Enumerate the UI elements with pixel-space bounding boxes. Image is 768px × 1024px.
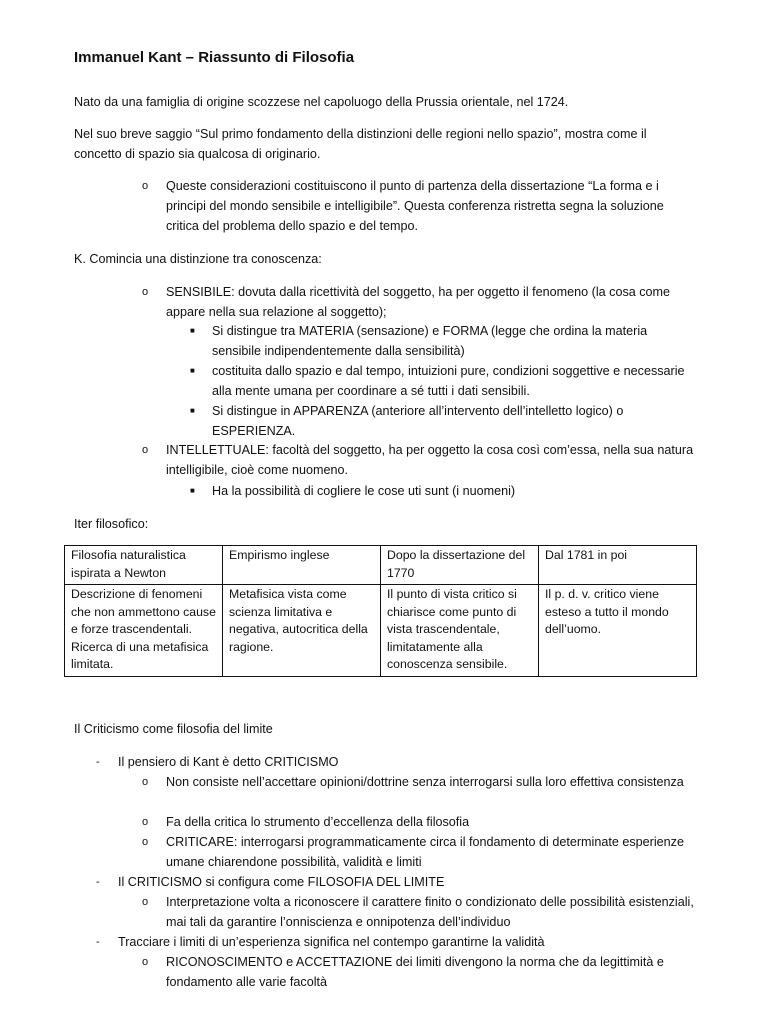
sub-bullet-text: Non consiste nell’accettare opinioni/dottrine senza interrogarsi sulla loro effettiva consistenza: [166, 775, 684, 789]
sub-bullet-nuomeni: [190, 481, 696, 501]
dash-bullet-icon: -: [96, 756, 100, 768]
sub-bullet-text: Si distingue in APPARENZA (anteriore all’intervento dell’intelletto logico) o ESPERIENZA.: [212, 404, 624, 438]
sub-bullet-riconoscimento: [142, 952, 696, 992]
sub-bullet-spazio-tempo: [190, 361, 696, 401]
dash-item-text: Il pensiero di Kant è detto CRITICISMO: [118, 755, 339, 769]
sub-bullet-text: Interpretazione volta a riconoscere il carattere finito o condizionato delle possibilità esistenziali, mai tali da garantire l’onniscienza e onnipotenza dell’individuo: [166, 895, 694, 929]
bullet-text: SENSIBILE: dovuta dalla ricettività del soggetto, ha per oggetto il fenomeno (la cosa come appare nella sua relazione al soggetto);: [166, 285, 671, 319]
square-bullet-icon: ■: [190, 486, 195, 495]
dash-item-tracciare-limiti: [96, 932, 696, 952]
sub-bullet-materia-forma: [190, 321, 696, 361]
dash-item-criticismo: [96, 752, 696, 772]
table-cell: Metafisica vista come scienza limitativa e negativa, autocritica della ragione.: [223, 585, 381, 677]
table-cell: Il p. d. v. critico viene esteso a tutto il mondo dell’uomo.: [539, 585, 697, 677]
dash-item-text: Tracciare i limiti di un’esperienza significa nel contempo garantirne la validità: [118, 935, 545, 949]
sub-bullet-text: Fa della critica lo strumento d’eccellenza della filosofia: [166, 815, 470, 829]
bullet-text: INTELLETTUALE: facoltà del soggetto, ha per oggetto la cosa così com’essa, nella sua natura intelligibile, cioè come nuomeno.: [166, 443, 694, 477]
circle-bullet-icon: o: [142, 776, 149, 788]
square-bullet-icon: ■: [190, 366, 195, 375]
square-bullet-icon: ■: [190, 406, 195, 415]
square-bullet-icon: ■: [190, 326, 195, 335]
circle-bullet-icon: o: [142, 816, 149, 828]
bullet-dissertazione: [142, 176, 696, 236]
sub-bullet-text: Si distingue tra MATERIA (sensazione) e FORMA (legge che ordina la materia sensibile indipendentemente dalla sensibilità): [212, 324, 648, 358]
sub-bullet-text: costituita dallo spazio e dal tempo, intuizioni pure, condizioni soggettive e necessarie alla mente umana per coordinare a sé tutti i dati sensibili.: [212, 364, 685, 398]
bullet-intellettuale: [142, 440, 696, 480]
intro-paragraph-saggio: Nel suo breve saggio “Sul primo fondamento della distinzioni delle regioni nello spazio”, mostra come il concetto di spazio sia qualcosa di originario.: [74, 127, 647, 161]
table-header-cell: Dal 1781 in poi: [539, 546, 697, 585]
dash-item-text: Il CRITICISMO si configura come FILOSOFIA DEL LIMITE: [118, 875, 445, 889]
criticismo-heading: Il Criticismo come filosofia del limite: [74, 722, 273, 736]
sub-bullet-text: RICONOSCIMENTO e ACCETTAZIONE dei limiti divengono la norma che da legittimità e fondamento alle varie facoltà: [166, 955, 664, 989]
sub-bullet-criticare: [142, 832, 696, 872]
sub-bullet-text: Ha la possibilità di cogliere le cose uti sunt (i nuomeni): [212, 484, 516, 498]
bullet-sensibile: [142, 282, 696, 322]
iter-filosofico-table: [64, 545, 697, 677]
sub-bullet-text: CRITICARE: interrogarsi programmaticamente circa il fondamento di determinate esperienze umane chiarendone possibilità, validità e limiti: [166, 835, 684, 869]
bullet-text: Queste considerazioni costituiscono il punto di partenza della dissertazione “La forma e i principi del mondo sensibile e intelligibile”. Questa conferenza ristretta segna la soluzione critica del problema dello spazio e del tempo.: [166, 179, 664, 233]
dash-bullet-icon: -: [96, 936, 100, 948]
table-cell: Il punto di vista critico si chiarisce come punto di vista trascendentale, limitatamente alla conoscenza sensibile.: [381, 585, 539, 677]
circle-bullet-icon: o: [142, 286, 149, 298]
intro-paragraph-birth: Nato da una famiglia di origine scozzese nel capoluogo della Prussia orientale, nel 1724.: [74, 95, 569, 109]
table-header-cell: Filosofia naturalistica ispirata a Newton: [65, 546, 223, 585]
table-row: [65, 585, 697, 677]
table-cell: Descrizione di fenomeni che non ammettono cause e forze trascendentali. Ricerca di una metafisica limitata.: [65, 585, 223, 677]
table-header-cell: Dopo la dissertazione del 1770: [381, 546, 539, 585]
document-title: Immanuel Kant – Riassunto di Filosofia: [74, 49, 355, 66]
sub-bullet-opinioni: [142, 772, 696, 792]
circle-bullet-icon: o: [142, 896, 149, 908]
circle-bullet-icon: o: [142, 180, 149, 192]
table-header-row: [65, 546, 697, 585]
dash-item-filosofia-limite: [96, 872, 696, 892]
dash-bullet-icon: -: [96, 876, 100, 888]
sub-bullet-strumento: [142, 812, 696, 832]
conoscenza-heading: K. Comincia una distinzione tra conoscenza:: [74, 252, 322, 266]
sub-bullet-interpretazione: [142, 892, 696, 932]
circle-bullet-icon: o: [142, 444, 149, 456]
circle-bullet-icon: o: [142, 836, 149, 848]
circle-bullet-icon: o: [142, 956, 149, 968]
table-header-cell: Empirismo inglese: [223, 546, 381, 585]
iter-heading: Iter filosofico:: [74, 517, 149, 531]
sub-bullet-apparenza: [190, 401, 696, 441]
